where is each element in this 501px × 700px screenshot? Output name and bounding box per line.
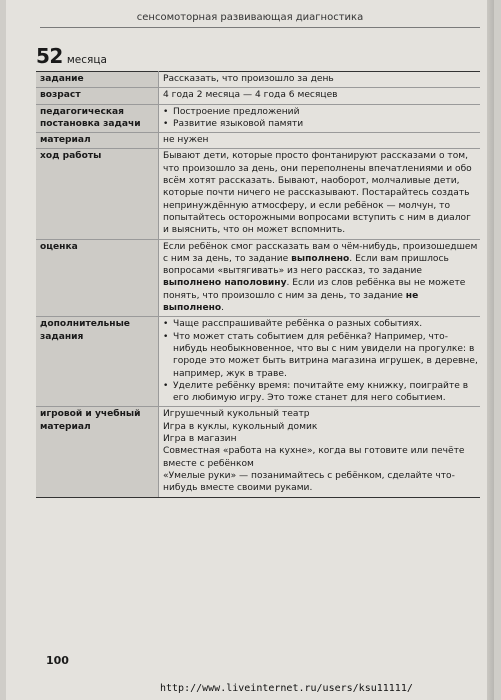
row-value: 4 года 2 месяца — 4 года 6 месяцев [159,88,481,104]
bullet-icon: • [163,331,169,342]
row-label: игровой и учебный материал [36,407,159,497]
list-item: • Построение предложений [163,106,300,117]
running-header: сенсомоторная развивающая диагностика [136,12,364,23]
table-row [36,133,480,149]
table-row [36,407,480,497]
row-value [159,407,481,497]
row-value [159,104,481,133]
row-label: материал [36,133,159,149]
row-label: задание [36,72,159,88]
result-half: выполнено наполовину [163,278,287,289]
bullet-icon: • [163,380,169,391]
age-number: 52 [36,44,63,68]
watermark-url: http://www.liveinternet.ru/users/ksu11111/ [160,683,413,694]
bullet-icon: • [163,106,169,117]
book-page [6,0,494,700]
result-full: выполнено [291,253,350,264]
result-none: не выполнено [163,290,419,314]
table-row [36,104,480,133]
row-label: дополнительные задания [36,317,159,407]
page-number: 100 [46,654,69,667]
row-value [159,317,481,407]
row-value: Если ребёнок смог рассказать вам о чём-нибудь, произошедшем с ним за день, то задание выполнено. Если вам пришлось вопросами «вытягивать» из него рассказ, то задание выполнено наполовину. Если из слов ребёнка вы не можете понять, что произошло с ним за день, то задание не выполнено. [159,239,481,317]
header-divider [40,27,480,28]
row-label: ход работы [36,149,159,239]
list-item: Игра в магазин [163,434,237,445]
list-item: Игрушечный кукольный театр [163,409,310,420]
row-value: Рассказать, что произошло за день [159,72,481,88]
page-edge [487,0,494,700]
list-item: Игра в куклы, кукольный домик [163,421,318,432]
table-row [36,239,480,317]
row-value: не нужен [159,133,481,149]
table-row [36,149,480,239]
bullet-icon: • [163,118,169,129]
list-item: Совместная «работа на кухне», когда вы готовите или печёте вместе с ребёнком [163,446,465,469]
age-heading [36,44,107,68]
table-row [36,72,480,88]
table-row [36,317,480,407]
age-unit: месяца [66,54,107,66]
list-item: • Развитие языковой памяти [163,118,304,129]
row-label: возраст [36,88,159,104]
bullet-icon: • [163,319,169,330]
task-card-table [36,71,480,498]
list-item: • Чаще расспрашивайте ребёнка о разных событиях. [163,319,423,330]
list-item: «Умелые руки» — позанимайтесь с ребёнком, сделайте что-нибудь вместе своими руками. [163,470,455,494]
row-value: Бывают дети, которые просто фонтанируют рассказами о том, что произошло за день, они переполнены впечатлениями и обо всём хотят рассказать. Бывают, наоборот, молчаливые дети, которые почти ничего не рассказывают. Постарайтесь создать непринуждённую атмосферу, и если ребёнок — молчун, то попытайтесь осторожными вопросами вступить с ним в диалог и выяснить, что он может вспомнить. [159,149,481,239]
list-item: • Уделите ребёнку время: почитайте ему книжку, поиграйте в его любимую игру. Это тоже станет для него событием. [163,380,469,404]
row-label: оценка [36,239,159,317]
row-label: педагогическая постановка задачи [36,104,159,133]
list-item: • Что может стать событием для ребёнка? Например, что-нибудь необыкновенное, что вы с ним увидели на прогулке: в городе это может быть витрина магазина игрушек, в деревне, например, жук в траве. [163,331,478,379]
table-row [36,88,480,104]
